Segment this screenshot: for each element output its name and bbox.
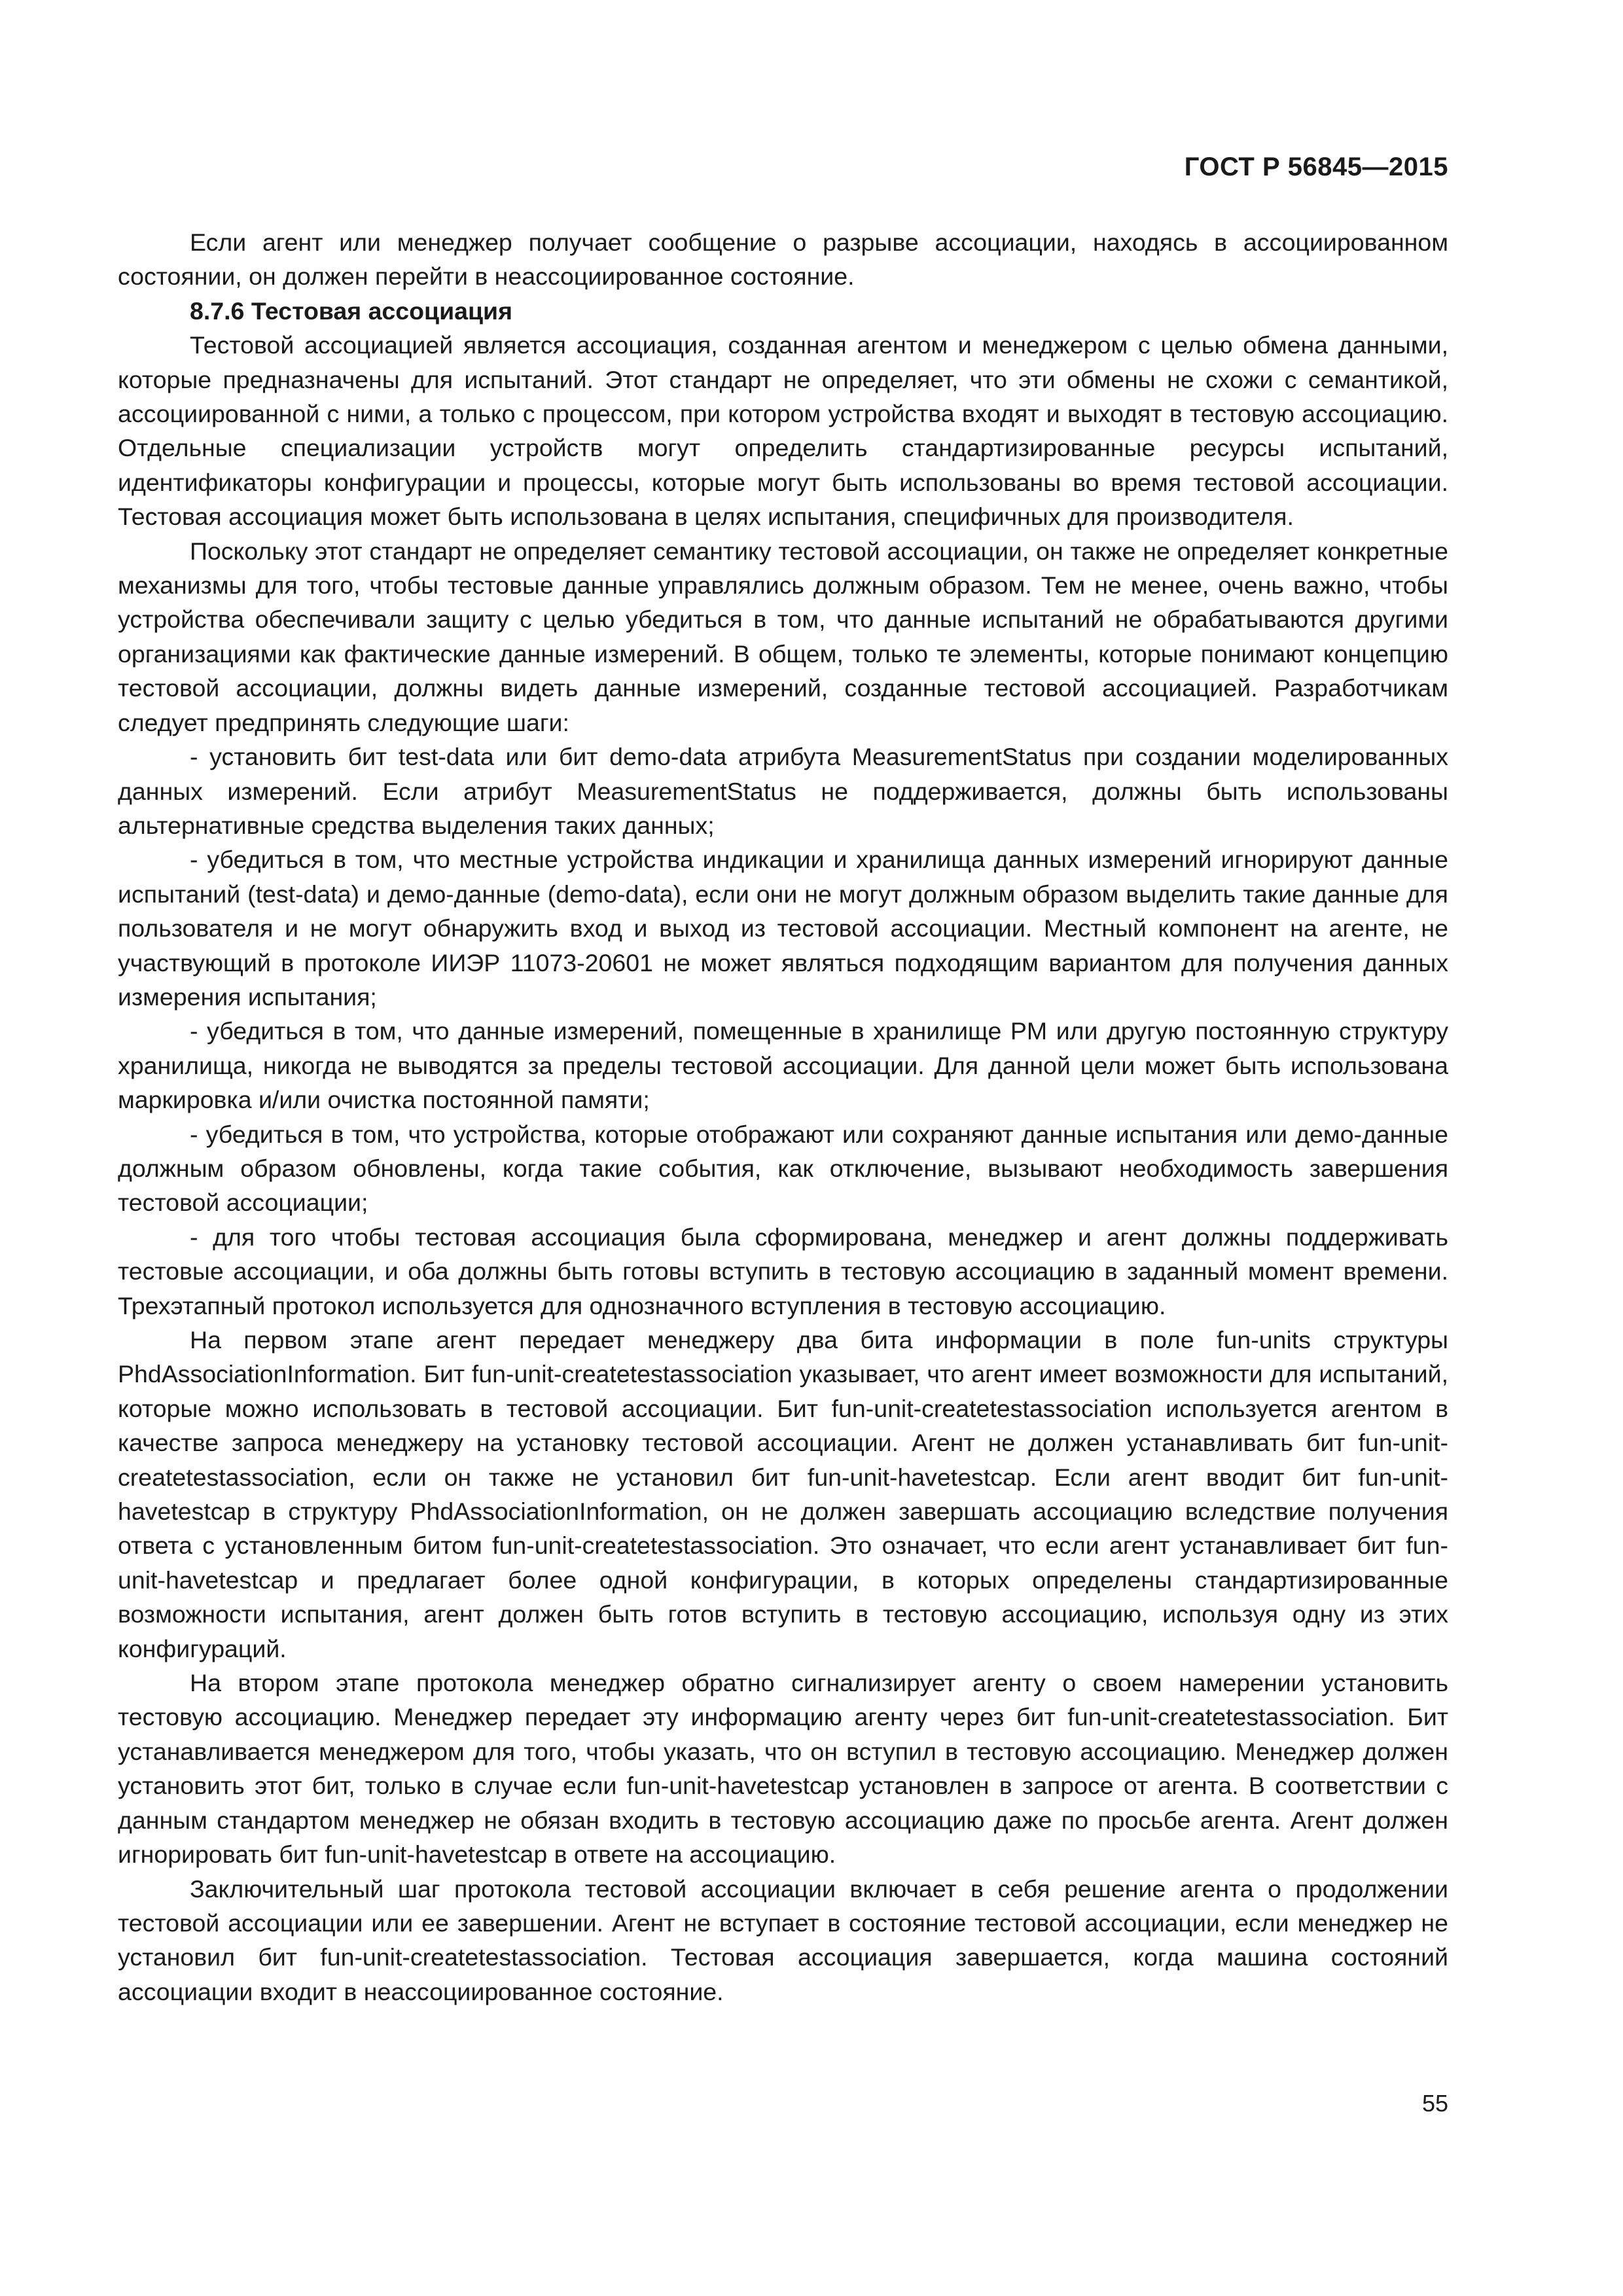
document-body xyxy=(118,225,1448,2009)
list-item-update-devices: - убедиться в том, что устройства, которые отображают или сохраняют данные испытания или демо-данные должным образом обновлены, когда такие события, как отключение, вызывают необходимость завершения тестовой ассоциации; xyxy=(118,1120,1448,1217)
list-item-set-test-data-bit: - установить бит test-data или бит demo-data атрибута MeasurementStatus при создании моделированных данных измерений. Если атрибут MeasurementStatus не поддерживается, должны быть использованы альтернативные средства выделения таких данных; xyxy=(118,743,1448,839)
section-heading: 8.7.6 Тестовая ассоциация xyxy=(190,296,512,325)
list-item-support-test-associations: - для того чтобы тестовая ассоциация была сформирована, менеджер и агент должны поддерживать тестовые ассоциации, и оба должны быть готовы вступить в тестовую ассоциацию в заданный момент времени. Трехэтапный протокол используется для однозначного вступления в тестовую ассоциацию. xyxy=(118,1223,1448,1319)
paragraph-disassociation: Если агент или менеджер получает сообщение о разрыве ассоциации, находясь в ассоциированном состоянии, он должен перейти в неассоциированное состояние. xyxy=(118,228,1448,291)
paragraph-step-one: На первом этапе агент передает менеджеру два бита информации в поле fun-units структуры PhdAssociationInformation. Бит fun-unit-createtestassociation указывает, что агент имеет возможности для испытаний, которые можно использовать в тестовой ассоциации. Бит fun-unit-createtestassociation используется агентом в качестве запроса менеджеру на установку тестовой ассоциации. Агент не должен устанавливать бит fun-unit-createtestassociation, если он также не установил бит fun-unit-havetestcap. Если агент вводит бит fun-unit-havetestcap в структуру PhdAssociationInformation, он не должен завершать ассоциацию вследствие получения ответа с установленным битом fun-unit-createtestassociation. Это означает, что если агент устанавливает бит fun-unit-havetestcap и предлагает более одной конфигурации, в которых определены стандартизированные возможности испытания, агент должен быть готов вступить в тестовую ассоциацию, используя одну из этих конфигураций. xyxy=(118,1326,1448,1662)
list-item-local-devices-ignore: - убедиться в том, что местные устройства индикации и хранилища данных измерений игнорируют данные испытаний (test-data) и демо-данные (demo-data), если они не могут должным образом выделить такие данные для пользователя и не могут обнаружить вход и выход из тестовой ассоциации. Местный компонент на агенте, не участвующий в протоколе ИИЭР 11073-20601 не может являться подходящим вариантом для получения данных измерения испытания; xyxy=(118,846,1448,1011)
document-page xyxy=(118,0,1448,2296)
paragraph-final-step: Заключительный шаг протокола тестовой ассоциации включает в себя решение агента о продолжении тестовой ассоциации или ее завершении. Агент не вступает в состояние тестовой ассоциации, если менеджер не установил бит fun-unit-createtestassociation. Тестовая ассоциация завершается, когда машина состояний ассоциации входит в неассоциированное состояние. xyxy=(118,1874,1448,2005)
paragraph-step-two: На втором этапе протокола менеджер обратно сигнализирует агенту о своем намерении установить тестовую ассоциацию. Менеджер передает эту информацию агенту через бит fun-unit-createtestassociation. Бит устанавливается менеджером для того, чтобы указать, что он вступил в тестовую ассоциацию. Менеджер должен установить этот бит, только в случае если fun-unit-havetestcap установлен в запросе от агента. В соответствии с данным стандартом менеджер не обязан входить в тестовую ассоциацию даже по просьбе агента. Агент должен игнорировать бит fun-unit-havetestcap в ответе на ассоциацию. xyxy=(118,1669,1448,1869)
list-item-pm-store-data: - убедиться в том, что данные измерений, помещенные в хранилище PM или другую постоянную структуру хранилища, никогда не выводятся за пределы тестовой ассоциации. Для данной цели может быть использована маркировка и/или очистка постоянной памяти; xyxy=(118,1017,1448,1114)
paragraph-test-association-definition: Тестовой ассоциацией является ассоциация, созданная агентом и менеджером с целью обмена данными, которые предназначены для испытаний. Этот стандарт не определяет, что эти обмены не схожи с семантикой, ассоциированной с ними, а только с процессом, при котором устройства входят и выходят в тестовую ассоциацию. Отдельные специализации устройств могут определить стандартизированные ресурсы испытаний, идентификаторы конфигурации и процессы, которые могут быть использованы во время тестовой ассоциации. Тестовая ассоциация может быть использована в целях испытания, специфичных для производителя. xyxy=(118,331,1448,531)
paragraph-test-data-mechanisms: Поскольку этот стандарт не определяет семантику тестовой ассоциации, он также не определяет конкретные механизмы для того, чтобы тестовые данные управлялись должным образом. Тем не менее, очень важно, чтобы устройства обеспечивали защиту с целью убедиться в том, что данные испытаний не обрабатываются другими организациями как фактические данные измерений. В общем, только те элементы, которые понимают концепцию тестовой ассоциации, должны видеть данные измерений, созданные тестовой ассоциацией. Разработчикам следует предпринять следующие шаги: xyxy=(118,537,1448,736)
document-header: ГОСТ Р 56845—2015 xyxy=(1184,152,1448,181)
page-number: 55 xyxy=(1421,2090,1448,2117)
